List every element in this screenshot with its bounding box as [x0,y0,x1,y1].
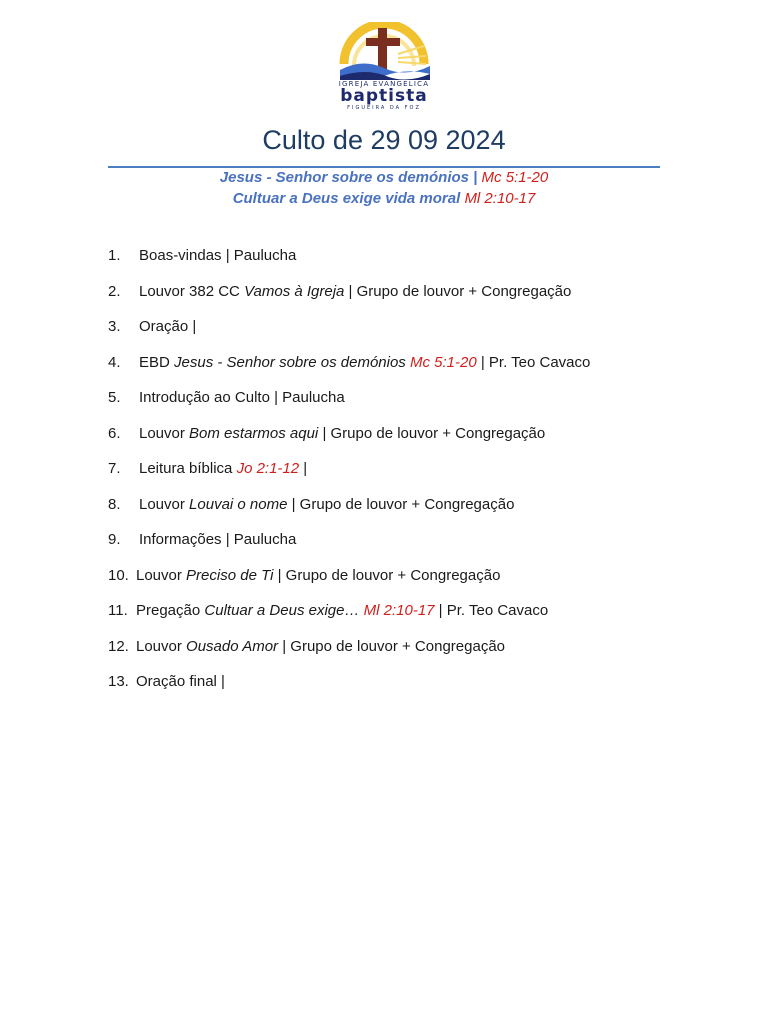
agenda-item [108,351,728,387]
song-title: Ousado Amor [186,637,279,655]
agenda-item [108,457,728,493]
agenda-number: 3. [108,318,121,335]
agenda-item [108,280,728,316]
agenda-text: Louvor 382 CC [139,282,245,300]
agenda-item [108,635,728,671]
agenda-text: EBD [139,353,175,371]
agenda-text-tail: | Grupo de louvor + Congregação [278,637,506,655]
agenda-number: 9. [108,531,121,548]
agenda-text: Leitura bíblica [139,460,237,477]
title-divider [108,166,660,168]
scripture-reference: Ml 2:10-17 [363,602,435,619]
logo-location: FIGUEIRA DA FOZ [347,105,421,111]
agenda-item [108,599,728,635]
logo-wordmark: baptista [340,86,428,106]
agenda-text-tail: | Grupo de louvor + Congregação [344,282,572,300]
agenda-item [108,422,728,458]
subtitle-sermon [0,190,768,207]
church-logo [336,22,432,114]
agenda-number: 6. [108,424,121,442]
agenda-text: Oração final | [136,673,225,690]
agenda-number: 13. [108,673,129,690]
subtitle-sermon-ref: Ml 2:10-17 [464,190,536,207]
song-title: Vamos à Igreja [244,282,345,300]
song-title: Bom estarmos aqui [189,424,319,442]
subtitle-sermon-text: Cultuar a Deus exige vida moral [232,190,461,207]
sermon-title: Cultuar a Deus exige… [204,602,360,619]
page-title: Culto de 29 09 2024 [262,125,506,155]
agenda-number: 4. [108,353,121,371]
subtitle-ebd-ref: Mc 5:1-20 [481,169,549,186]
scripture-reference: Jo 2:1-12 [236,460,300,477]
agenda-text-tail: | Grupo de louvor + Congregação [318,424,546,442]
agenda-item [108,670,728,706]
agenda-number: 7. [108,460,121,477]
agenda-text: Pregação [136,602,205,619]
agenda-number: 8. [108,495,121,513]
agenda-text: Louvor [136,637,187,655]
song-title: Louvai o nome [189,495,288,513]
agenda-number: 5. [108,389,121,406]
agenda-number: 10. [108,566,129,584]
service-agenda [108,244,728,706]
agenda-text: Louvor [139,424,190,442]
agenda-item [108,244,728,280]
scripture-reference: Mc 5:1-20 [409,353,477,371]
agenda-item [108,493,728,529]
agenda-number: 2. [108,282,121,300]
agenda-text-tail: | Pr. Teo Cavaco [434,602,549,619]
agenda-text: Oração | [139,318,197,335]
agenda-text-tail: | Pr. Teo Cavaco [476,353,591,371]
sermon-title: Jesus - Senhor sobre os demónios [174,353,406,371]
agenda-number: 11. [108,602,128,619]
agenda-number: 1. [108,247,121,264]
song-title: Preciso de Ti [186,566,274,584]
agenda-text-tail: | Grupo de louvor + Congregação [273,566,501,584]
agenda-item [108,528,728,564]
agenda-item [108,386,728,422]
cross-sun-logo-icon [336,22,432,82]
agenda-number: 12. [108,637,129,655]
agenda-item [108,564,728,600]
agenda-text: Boas-vindas | Paulucha [139,247,297,264]
logo-subtitle-top: IGREJA EVANGÉLICA [338,80,430,88]
agenda-text: Introdução ao Culto | Paulucha [139,389,345,406]
agenda-text: Informações | Paulucha [139,531,297,548]
agenda-text-tail: | Grupo de louvor + Congregação [287,495,515,513]
agenda-text: Louvor [136,566,187,584]
agenda-item [108,315,728,351]
agenda-text: Louvor [139,495,190,513]
agenda-text-tail: | [299,460,308,477]
subtitle-ebd-text: Jesus - Senhor sobre os demónios | [219,169,478,186]
subtitle-ebd [0,169,768,186]
